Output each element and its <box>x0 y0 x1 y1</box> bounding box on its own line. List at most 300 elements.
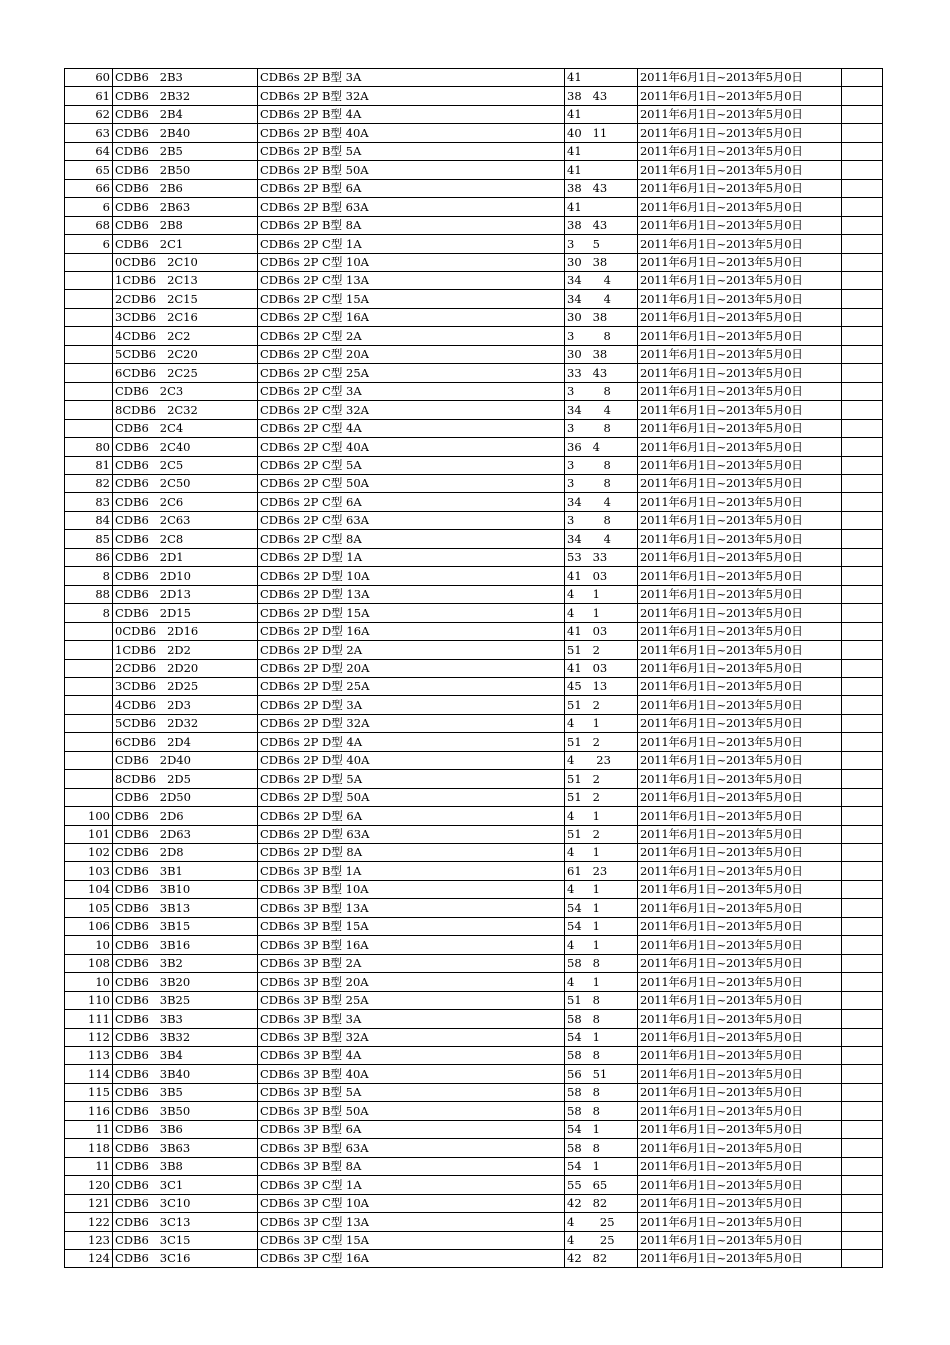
table-row <box>65 216 883 234</box>
row-number-cell <box>65 253 113 271</box>
row-number-cell: 101 <box>65 825 113 843</box>
table-row <box>65 862 883 880</box>
table-row <box>65 1083 883 1101</box>
validity-date-cell: 2011年6月1日~2013年5月0日 <box>638 364 842 382</box>
value-cell: 34 4 <box>565 530 638 548</box>
validity-date-cell: 2011年6月1日~2013年5月0日 <box>638 530 842 548</box>
empty-cell <box>842 604 883 622</box>
model-code-cell: CDB6 2D13 <box>113 585 258 603</box>
row-number-cell: 6 <box>65 198 113 216</box>
value-cell: 3 8 <box>565 382 638 400</box>
description-cell: CDB6s 2P C型 50A <box>258 474 565 492</box>
validity-date-cell: 2011年6月1日~2013年5月0日 <box>638 1065 842 1083</box>
table-row <box>65 438 883 456</box>
row-number-cell: 84 <box>65 511 113 529</box>
empty-cell <box>842 825 883 843</box>
model-code-cell: CDB6 2C1 <box>113 235 258 253</box>
table-row <box>65 456 883 474</box>
model-code-cell: CDB6 2C5 <box>113 456 258 474</box>
validity-date-cell: 2011年6月1日~2013年5月0日 <box>638 733 842 751</box>
model-code-cell: CDB6 2C4 <box>113 419 258 437</box>
row-number-cell <box>65 419 113 437</box>
empty-cell <box>842 530 883 548</box>
row-number-cell: 8 <box>65 604 113 622</box>
row-number-cell: 62 <box>65 105 113 123</box>
empty-cell <box>842 364 883 382</box>
empty-cell <box>842 659 883 677</box>
row-number-cell: 83 <box>65 493 113 511</box>
validity-date-cell: 2011年6月1日~2013年5月0日 <box>638 87 842 105</box>
table-row <box>65 69 883 87</box>
model-code-cell: CDB6 2B8 <box>113 216 258 234</box>
validity-date-cell: 2011年6月1日~2013年5月0日 <box>638 493 842 511</box>
empty-cell <box>842 899 883 917</box>
validity-date-cell: 2011年6月1日~2013年5月0日 <box>638 1194 842 1212</box>
table-row <box>65 401 883 419</box>
validity-date-cell: 2011年6月1日~2013年5月0日 <box>638 161 842 179</box>
table-row <box>65 622 883 640</box>
row-number-cell <box>65 677 113 695</box>
model-code-cell: CDB6 3C13 <box>113 1213 258 1231</box>
value-cell: 54 1 <box>565 1157 638 1175</box>
description-cell: CDB6s 2P B型 40A <box>258 124 565 142</box>
model-code-cell: 4CDB6 2C2 <box>113 327 258 345</box>
description-cell: CDB6s 2P B型 4A <box>258 105 565 123</box>
table-row <box>65 364 883 382</box>
table-row <box>65 345 883 363</box>
validity-date-cell: 2011年6月1日~2013年5月0日 <box>638 936 842 954</box>
description-cell: CDB6s 2P D型 32A <box>258 714 565 732</box>
validity-date-cell: 2011年6月1日~2013年5月0日 <box>638 1250 842 1268</box>
value-cell: 58 8 <box>565 1139 638 1157</box>
value-cell: 51 2 <box>565 788 638 806</box>
value-cell: 36 4 <box>565 438 638 456</box>
model-code-cell: CDB6 3B3 <box>113 1010 258 1028</box>
description-cell: CDB6s 2P D型 16A <box>258 622 565 640</box>
table-row <box>65 271 883 289</box>
description-cell: CDB6s 3P C型 16A <box>258 1250 565 1268</box>
description-cell: CDB6s 2P D型 13A <box>258 585 565 603</box>
empty-cell <box>842 290 883 308</box>
model-code-cell: CDB6 2C8 <box>113 530 258 548</box>
validity-date-cell: 2011年6月1日~2013年5月0日 <box>638 327 842 345</box>
description-cell: CDB6s 2P B型 3A <box>258 69 565 87</box>
description-cell: CDB6s 2P C型 40A <box>258 438 565 456</box>
model-code-cell: 2CDB6 2C15 <box>113 290 258 308</box>
description-cell: CDB6s 2P C型 1A <box>258 235 565 253</box>
model-code-cell: CDB6 2C40 <box>113 438 258 456</box>
table-row <box>65 844 883 862</box>
empty-cell <box>842 917 883 935</box>
validity-date-cell: 2011年6月1日~2013年5月0日 <box>638 419 842 437</box>
value-cell: 54 1 <box>565 1028 638 1046</box>
row-number-cell: 103 <box>65 862 113 880</box>
value-cell: 41 <box>565 161 638 179</box>
model-code-cell: CDB6 3C15 <box>113 1231 258 1249</box>
description-cell: CDB6s 2P C型 4A <box>258 419 565 437</box>
description-cell: CDB6s 3P B型 3A <box>258 1010 565 1028</box>
table-row <box>65 1139 883 1157</box>
value-cell: 41 03 <box>565 659 638 677</box>
description-cell: CDB6s 2P C型 25A <box>258 364 565 382</box>
validity-date-cell: 2011年6月1日~2013年5月0日 <box>638 142 842 160</box>
model-code-cell: CDB6 3B15 <box>113 917 258 935</box>
model-code-cell: CDB6 2B50 <box>113 161 258 179</box>
description-cell: CDB6s 2P C型 63A <box>258 511 565 529</box>
row-number-cell: 6 <box>65 235 113 253</box>
value-cell: 41 <box>565 105 638 123</box>
model-code-cell: CDB6 3B25 <box>113 991 258 1009</box>
row-number-cell: 122 <box>65 1213 113 1231</box>
model-code-cell: CDB6 2B3 <box>113 69 258 87</box>
value-cell: 30 38 <box>565 308 638 326</box>
value-cell: 34 4 <box>565 290 638 308</box>
model-code-cell: CDB6 3B50 <box>113 1102 258 1120</box>
empty-cell <box>842 419 883 437</box>
validity-date-cell: 2011年6月1日~2013年5月0日 <box>638 1176 842 1194</box>
value-cell: 51 2 <box>565 733 638 751</box>
description-cell: CDB6s 2P B型 6A <box>258 179 565 197</box>
model-code-cell: CDB6 3C10 <box>113 1194 258 1212</box>
row-number-cell: 115 <box>65 1083 113 1101</box>
table-body <box>65 69 883 1268</box>
table-row <box>65 1231 883 1249</box>
description-cell: CDB6s 2P B型 32A <box>258 87 565 105</box>
description-cell: CDB6s 2P D型 3A <box>258 696 565 714</box>
row-number-cell: 102 <box>65 844 113 862</box>
empty-cell <box>842 991 883 1009</box>
table-row <box>65 290 883 308</box>
empty-cell <box>842 696 883 714</box>
value-cell: 56 51 <box>565 1065 638 1083</box>
model-code-cell: CDB6 2B40 <box>113 124 258 142</box>
table-row <box>65 659 883 677</box>
table-row <box>65 917 883 935</box>
empty-cell <box>842 1120 883 1138</box>
row-number-cell: 85 <box>65 530 113 548</box>
row-number-cell: 111 <box>65 1010 113 1028</box>
value-cell: 38 43 <box>565 216 638 234</box>
row-number-cell: 68 <box>65 216 113 234</box>
empty-cell <box>842 493 883 511</box>
model-code-cell: CDB6 3B20 <box>113 973 258 991</box>
table-row <box>65 419 883 437</box>
empty-cell <box>842 87 883 105</box>
model-code-cell: CDB6 3B4 <box>113 1047 258 1065</box>
model-code-cell: CDB6 2D1 <box>113 548 258 566</box>
table-row <box>65 198 883 216</box>
row-number-cell <box>65 345 113 363</box>
value-cell: 51 2 <box>565 696 638 714</box>
validity-date-cell: 2011年6月1日~2013年5月0日 <box>638 548 842 566</box>
empty-cell <box>842 1102 883 1120</box>
description-cell: CDB6s 3P B型 13A <box>258 899 565 917</box>
row-number-cell: 10 <box>65 973 113 991</box>
empty-cell <box>842 862 883 880</box>
table-row <box>65 253 883 271</box>
empty-cell <box>842 105 883 123</box>
model-code-cell: 5CDB6 2D32 <box>113 714 258 732</box>
validity-date-cell: 2011年6月1日~2013年5月0日 <box>638 69 842 87</box>
table-row <box>65 788 883 806</box>
model-code-cell: CDB6 3B1 <box>113 862 258 880</box>
empty-cell <box>842 69 883 87</box>
value-cell: 4 1 <box>565 936 638 954</box>
model-code-cell: CDB6 2D15 <box>113 604 258 622</box>
value-cell: 40 11 <box>565 124 638 142</box>
validity-date-cell: 2011年6月1日~2013年5月0日 <box>638 714 842 732</box>
row-number-cell <box>65 622 113 640</box>
description-cell: CDB6s 2P D型 10A <box>258 567 565 585</box>
table-row <box>65 1120 883 1138</box>
model-code-cell: CDB6 2D63 <box>113 825 258 843</box>
validity-date-cell: 2011年6月1日~2013年5月0日 <box>638 604 842 622</box>
value-cell: 3 8 <box>565 511 638 529</box>
value-cell: 58 8 <box>565 1047 638 1065</box>
validity-date-cell: 2011年6月1日~2013年5月0日 <box>638 290 842 308</box>
value-cell: 41 <box>565 198 638 216</box>
empty-cell <box>842 456 883 474</box>
row-number-cell <box>65 308 113 326</box>
model-code-cell: CDB6 2C6 <box>113 493 258 511</box>
value-cell: 54 1 <box>565 1120 638 1138</box>
value-cell: 58 8 <box>565 1083 638 1101</box>
validity-date-cell: 2011年6月1日~2013年5月0日 <box>638 105 842 123</box>
row-number-cell <box>65 401 113 419</box>
validity-date-cell: 2011年6月1日~2013年5月0日 <box>638 641 842 659</box>
value-cell: 4 25 <box>565 1213 638 1231</box>
table-row <box>65 973 883 991</box>
empty-cell <box>842 511 883 529</box>
empty-cell <box>842 677 883 695</box>
value-cell: 58 8 <box>565 1010 638 1028</box>
empty-cell <box>842 788 883 806</box>
row-number-cell <box>65 641 113 659</box>
description-cell: CDB6s 2P D型 20A <box>258 659 565 677</box>
validity-date-cell: 2011年6月1日~2013年5月0日 <box>638 954 842 972</box>
row-number-cell <box>65 696 113 714</box>
empty-cell <box>842 216 883 234</box>
validity-date-cell: 2011年6月1日~2013年5月0日 <box>638 438 842 456</box>
row-number-cell: 60 <box>65 69 113 87</box>
validity-date-cell: 2011年6月1日~2013年5月0日 <box>638 844 842 862</box>
row-number-cell <box>65 364 113 382</box>
value-cell: 42 82 <box>565 1194 638 1212</box>
description-cell: CDB6s 2P D型 15A <box>258 604 565 622</box>
table-row <box>65 770 883 788</box>
description-cell: CDB6s 3P B型 1A <box>258 862 565 880</box>
empty-cell <box>842 271 883 289</box>
empty-cell <box>842 973 883 991</box>
model-code-cell: 8CDB6 2D5 <box>113 770 258 788</box>
validity-date-cell: 2011年6月1日~2013年5月0日 <box>638 622 842 640</box>
validity-date-cell: 2011年6月1日~2013年5月0日 <box>638 1231 842 1249</box>
empty-cell <box>842 622 883 640</box>
table-row <box>65 161 883 179</box>
description-cell: CDB6s 3P B型 20A <box>258 973 565 991</box>
empty-cell <box>842 142 883 160</box>
validity-date-cell: 2011年6月1日~2013年5月0日 <box>638 696 842 714</box>
empty-cell <box>842 438 883 456</box>
value-cell: 3 5 <box>565 235 638 253</box>
validity-date-cell: 2011年6月1日~2013年5月0日 <box>638 585 842 603</box>
description-cell: CDB6s 3P C型 10A <box>258 1194 565 1212</box>
table-row <box>65 1213 883 1231</box>
row-number-cell <box>65 290 113 308</box>
value-cell: 3 8 <box>565 474 638 492</box>
validity-date-cell: 2011年6月1日~2013年5月0日 <box>638 991 842 1009</box>
description-cell: CDB6s 2P C型 5A <box>258 456 565 474</box>
description-cell: CDB6s 2P D型 50A <box>258 788 565 806</box>
empty-cell <box>842 548 883 566</box>
value-cell: 41 <box>565 142 638 160</box>
value-cell: 33 43 <box>565 364 638 382</box>
model-code-cell: CDB6 3B16 <box>113 936 258 954</box>
row-number-cell <box>65 659 113 677</box>
description-cell: CDB6s 2P D型 1A <box>258 548 565 566</box>
value-cell: 51 2 <box>565 770 638 788</box>
table-row <box>65 1250 883 1268</box>
value-cell: 4 1 <box>565 880 638 898</box>
row-number-cell: 105 <box>65 899 113 917</box>
table-row <box>65 1047 883 1065</box>
row-number-cell: 120 <box>65 1176 113 1194</box>
empty-cell <box>842 936 883 954</box>
model-code-cell: 4CDB6 2D3 <box>113 696 258 714</box>
row-number-cell <box>65 751 113 769</box>
model-code-cell: CDB6 2C3 <box>113 382 258 400</box>
value-cell: 4 23 <box>565 751 638 769</box>
description-cell: CDB6s 3P B型 6A <box>258 1120 565 1138</box>
value-cell: 34 4 <box>565 401 638 419</box>
table-row <box>65 936 883 954</box>
description-cell: CDB6s 2P C型 6A <box>258 493 565 511</box>
row-number-cell: 11 <box>65 1120 113 1138</box>
model-code-cell: CDB6 3C16 <box>113 1250 258 1268</box>
empty-cell <box>842 1139 883 1157</box>
empty-cell <box>842 382 883 400</box>
value-cell: 3 8 <box>565 327 638 345</box>
value-cell: 41 03 <box>565 622 638 640</box>
model-code-cell: CDB6 2D40 <box>113 751 258 769</box>
row-number-cell <box>65 733 113 751</box>
validity-date-cell: 2011年6月1日~2013年5月0日 <box>638 235 842 253</box>
validity-date-cell: 2011年6月1日~2013年5月0日 <box>638 253 842 271</box>
value-cell: 4 1 <box>565 844 638 862</box>
model-code-cell: CDB6 3B40 <box>113 1065 258 1083</box>
validity-date-cell: 2011年6月1日~2013年5月0日 <box>638 1102 842 1120</box>
table-row <box>65 511 883 529</box>
table-row <box>65 604 883 622</box>
table-row <box>65 1102 883 1120</box>
row-number-cell: 82 <box>65 474 113 492</box>
row-number-cell <box>65 382 113 400</box>
model-code-cell: CDB6 2B5 <box>113 142 258 160</box>
value-cell: 42 82 <box>565 1250 638 1268</box>
table-row <box>65 382 883 400</box>
table-row <box>65 474 883 492</box>
model-code-cell: 6CDB6 2C25 <box>113 364 258 382</box>
row-number-cell: 121 <box>65 1194 113 1212</box>
row-number-cell: 123 <box>65 1231 113 1249</box>
table-row <box>65 733 883 751</box>
validity-date-cell: 2011年6月1日~2013年5月0日 <box>638 474 842 492</box>
validity-date-cell: 2011年6月1日~2013年5月0日 <box>638 1047 842 1065</box>
validity-date-cell: 2011年6月1日~2013年5月0日 <box>638 880 842 898</box>
empty-cell <box>842 327 883 345</box>
row-number-cell <box>65 788 113 806</box>
table-row <box>65 327 883 345</box>
model-code-cell: CDB6 2B6 <box>113 179 258 197</box>
empty-cell <box>842 567 883 585</box>
value-cell: 41 <box>565 69 638 87</box>
table-row <box>65 567 883 585</box>
value-cell: 54 1 <box>565 917 638 935</box>
empty-cell <box>842 345 883 363</box>
model-code-cell: CDB6 2B32 <box>113 87 258 105</box>
description-cell: CDB6s 3P B型 4A <box>258 1047 565 1065</box>
empty-cell <box>842 751 883 769</box>
empty-cell <box>842 179 883 197</box>
value-cell: 51 8 <box>565 991 638 1009</box>
validity-date-cell: 2011年6月1日~2013年5月0日 <box>638 1120 842 1138</box>
model-code-cell: CDB6 3B32 <box>113 1028 258 1046</box>
value-cell: 38 43 <box>565 87 638 105</box>
table-row <box>65 991 883 1009</box>
value-cell: 4 1 <box>565 604 638 622</box>
table-row <box>65 179 883 197</box>
validity-date-cell: 2011年6月1日~2013年5月0日 <box>638 1010 842 1028</box>
table-row <box>65 308 883 326</box>
validity-date-cell: 2011年6月1日~2013年5月0日 <box>638 917 842 935</box>
description-cell: CDB6s 3P B型 15A <box>258 917 565 935</box>
model-code-cell: CDB6 2B63 <box>113 198 258 216</box>
description-cell: CDB6s 2P C型 32A <box>258 401 565 419</box>
description-cell: CDB6s 3P B型 32A <box>258 1028 565 1046</box>
validity-date-cell: 2011年6月1日~2013年5月0日 <box>638 1213 842 1231</box>
model-code-cell: CDB6 3C1 <box>113 1176 258 1194</box>
value-cell: 34 4 <box>565 271 638 289</box>
row-number-cell: 110 <box>65 991 113 1009</box>
validity-date-cell: 2011年6月1日~2013年5月0日 <box>638 179 842 197</box>
model-code-cell: 3CDB6 2D25 <box>113 677 258 695</box>
row-number-cell: 63 <box>65 124 113 142</box>
table-row <box>65 105 883 123</box>
empty-cell <box>842 844 883 862</box>
model-code-cell: 1CDB6 2D2 <box>113 641 258 659</box>
table-row <box>65 880 883 898</box>
description-cell: CDB6s 2P B型 8A <box>258 216 565 234</box>
empty-cell <box>842 954 883 972</box>
empty-cell <box>842 807 883 825</box>
row-number-cell <box>65 770 113 788</box>
row-number-cell: 116 <box>65 1102 113 1120</box>
description-cell: CDB6s 2P C型 8A <box>258 530 565 548</box>
row-number-cell: 66 <box>65 179 113 197</box>
value-cell: 51 2 <box>565 641 638 659</box>
description-cell: CDB6s 2P B型 5A <box>258 142 565 160</box>
validity-date-cell: 2011年6月1日~2013年5月0日 <box>638 677 842 695</box>
model-code-cell: CDB6 2D6 <box>113 807 258 825</box>
row-number-cell: 112 <box>65 1028 113 1046</box>
validity-date-cell: 2011年6月1日~2013年5月0日 <box>638 899 842 917</box>
description-cell: CDB6s 3P C型 15A <box>258 1231 565 1249</box>
description-cell: CDB6s 2P C型 20A <box>258 345 565 363</box>
validity-date-cell: 2011年6月1日~2013年5月0日 <box>638 788 842 806</box>
model-code-cell: CDB6 2D10 <box>113 567 258 585</box>
row-number-cell: 113 <box>65 1047 113 1065</box>
empty-cell <box>842 253 883 271</box>
